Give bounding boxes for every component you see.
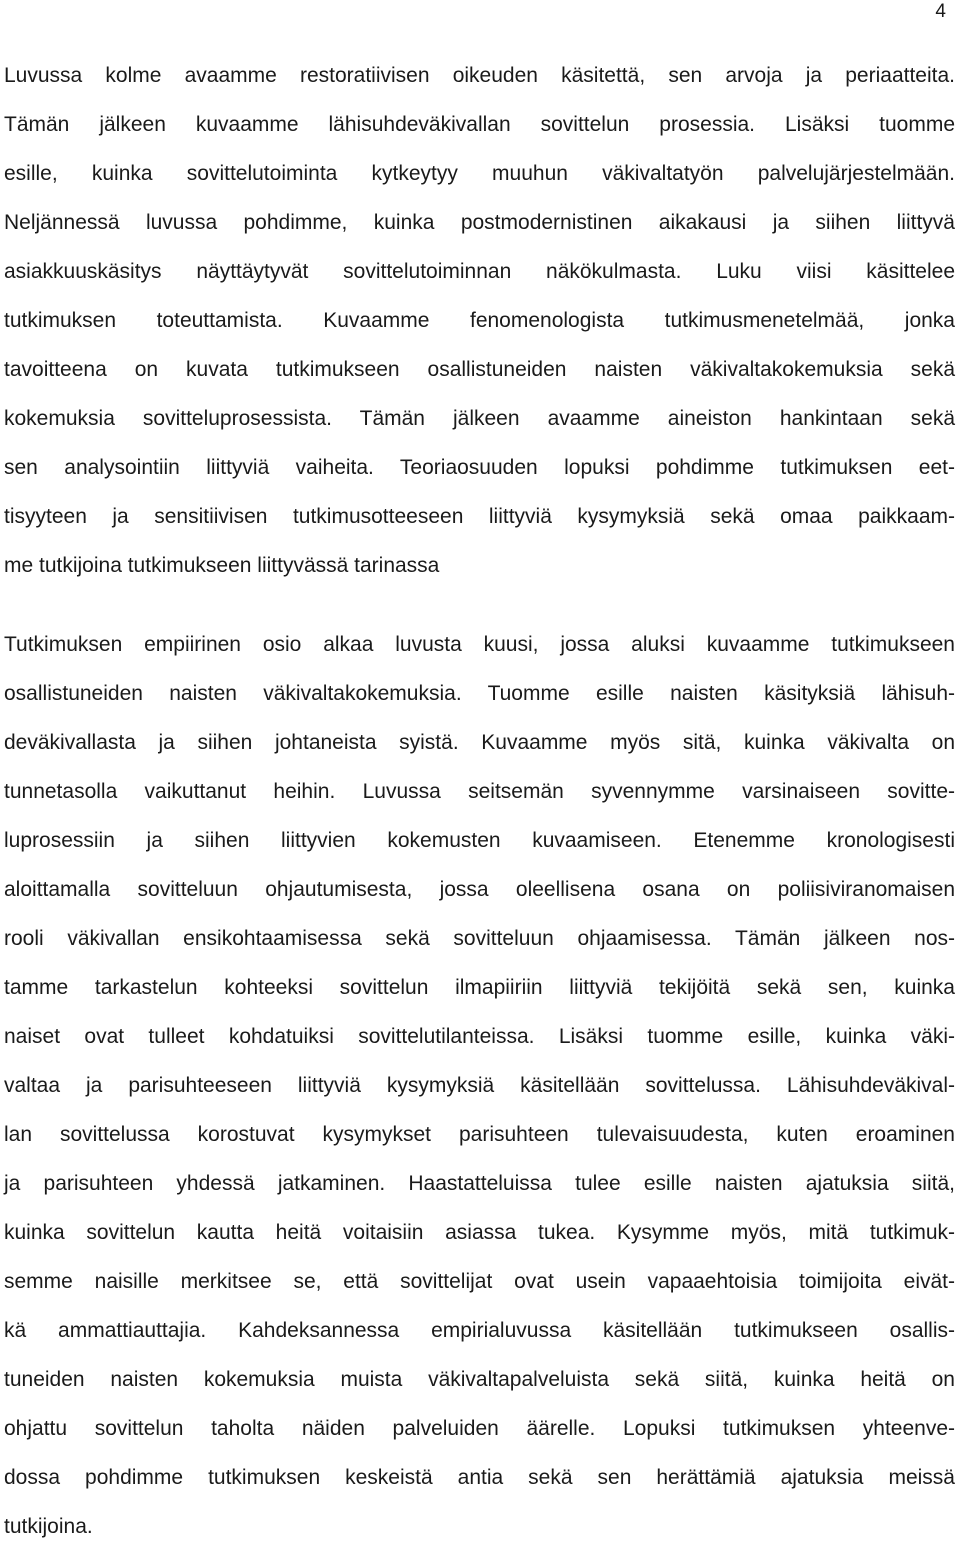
text-line: osallistuneiden naisten väkivaltakokemuksia. Tuomme esille naisten käsityksiä lähisuh- bbox=[4, 682, 955, 705]
page-number: 4 bbox=[935, 1, 946, 22]
text-line: kä ammattiauttajia. Kahdeksannessa empirialuvussa käsitellään tutkimukseen osallis- bbox=[4, 1319, 955, 1342]
text-line: luprosessiin ja siihen liittyvien kokemusten kuvaamiseen. Etenemme kronologisesti bbox=[4, 829, 955, 852]
text-line: tutkijoina. bbox=[4, 1515, 93, 1538]
text-line: rooli väkivallan ensikohtaamisessa sekä sovitteluun ohjaamisessa. Tämän jälkeen nos- bbox=[4, 927, 955, 950]
text-line: tutkimuksen toteuttamista. Kuvaamme fenomenologista tutkimusmenetelmää, jonka bbox=[4, 309, 955, 332]
paragraph-chapter-overview bbox=[4, 51, 955, 590]
text-line: semme naisille merkitsee se, että sovittelijat ovat usein vapaaehtoisia toimijoita eivät- bbox=[4, 1270, 955, 1293]
text-line: dossa pohdimme tutkimuksen keskeistä antia sekä sen herättämiä ajatuksia meissä bbox=[4, 1466, 955, 1489]
text-line: kuinka sovittelun kautta heitä voitaisiin asiassa tukea. Kysymme myös, mitä tutkimuk- bbox=[4, 1221, 955, 1244]
text-line: me tutkijoina tutkimukseen liittyvässä tarinassa bbox=[4, 554, 440, 577]
text-line: ohjattu sovittelun taholta näiden palveluiden äärelle. Lopuksi tutkimuksen yhteenve- bbox=[4, 1417, 955, 1440]
text-line: Luvussa kolme avaamme restoratiivisen oikeuden käsitettä, sen arvoja ja periaatteita. bbox=[4, 64, 955, 87]
text-line: aloittamalla sovitteluun ohjautumisesta, jossa oleellisena osana on poliisiviranomaisen bbox=[4, 878, 955, 901]
text-line: Tutkimuksen empiirinen osio alkaa luvusta kuusi, jossa aluksi kuvaamme tutkimukseen bbox=[4, 633, 955, 656]
text-line: tavoitteena on kuvata tutkimukseen osallistuneiden naisten väkivaltakokemuksia sekä bbox=[4, 358, 955, 381]
text-line: naiset ovat tulleet kohdatuiksi sovittelutilanteissa. Lisäksi tuomme esille, kuinka väki- bbox=[4, 1025, 955, 1048]
text-line: sen analysointiin liittyviä vaiheita. Teoriaosuuden lopuksi pohdimme tutkimuksen eet- bbox=[4, 456, 955, 479]
text-line: valtaa ja parisuhteeseen liittyviä kysymyksiä käsitellään sovittelussa. Lähisuhdeväkival- bbox=[4, 1074, 955, 1097]
text-line: lan sovittelussa korostuvat kysymykset parisuhteen tulevaisuudesta, kuten eroaminen bbox=[4, 1123, 955, 1146]
text-line: ja parisuhteen yhdessä jatkaminen. Haastatteluissa tulee esille naisten ajatuksia siitä, bbox=[4, 1172, 955, 1195]
text-line: kokemuksia sovitteluprosessista. Tämän jälkeen avaamme aineiston hankintaan sekä bbox=[4, 407, 955, 430]
text-line: tuneiden naisten kokemuksia muista väkivaltapalveluista sekä siitä, kuinka heitä on bbox=[4, 1368, 955, 1391]
text-line: asiakkuuskäsitys näyttäytyvät sovittelutoiminnan näkökulmasta. Luku viisi käsittelee bbox=[4, 260, 955, 283]
text-line: deväkivallasta ja siihen johtaneista syistä. Kuvaamme myös sitä, kuinka väkivalta on bbox=[4, 731, 955, 754]
text-line: Tämän jälkeen kuvaamme lähisuhdeväkivallan sovittelun prosessia. Lisäksi tuomme bbox=[4, 113, 955, 136]
text-line: esille, kuinka sovittelutoiminta kytkeytyy muuhun väkivaltatyön palvelujärjestelmään. bbox=[4, 162, 955, 185]
text-line: tamme tarkastelun kohteeksi sovittelun ilmapiiriin liittyviä tekijöitä sekä sen, kuinka bbox=[4, 976, 955, 999]
paragraph-empirical-section bbox=[4, 620, 955, 1551]
text-line: tisyyteen ja sensitiivisen tutkimusotteeseen liittyviä kysymyksiä sekä omaa paikkaam- bbox=[4, 505, 955, 528]
text-line: tunnetasolla vaikuttanut heihin. Luvussa seitsemän syvennymme varsinaiseen sovitte- bbox=[4, 780, 955, 803]
text-line: Neljännessä luvussa pohdimme, kuinka postmodernistinen aikakausi ja siihen liittyvä bbox=[4, 211, 955, 234]
